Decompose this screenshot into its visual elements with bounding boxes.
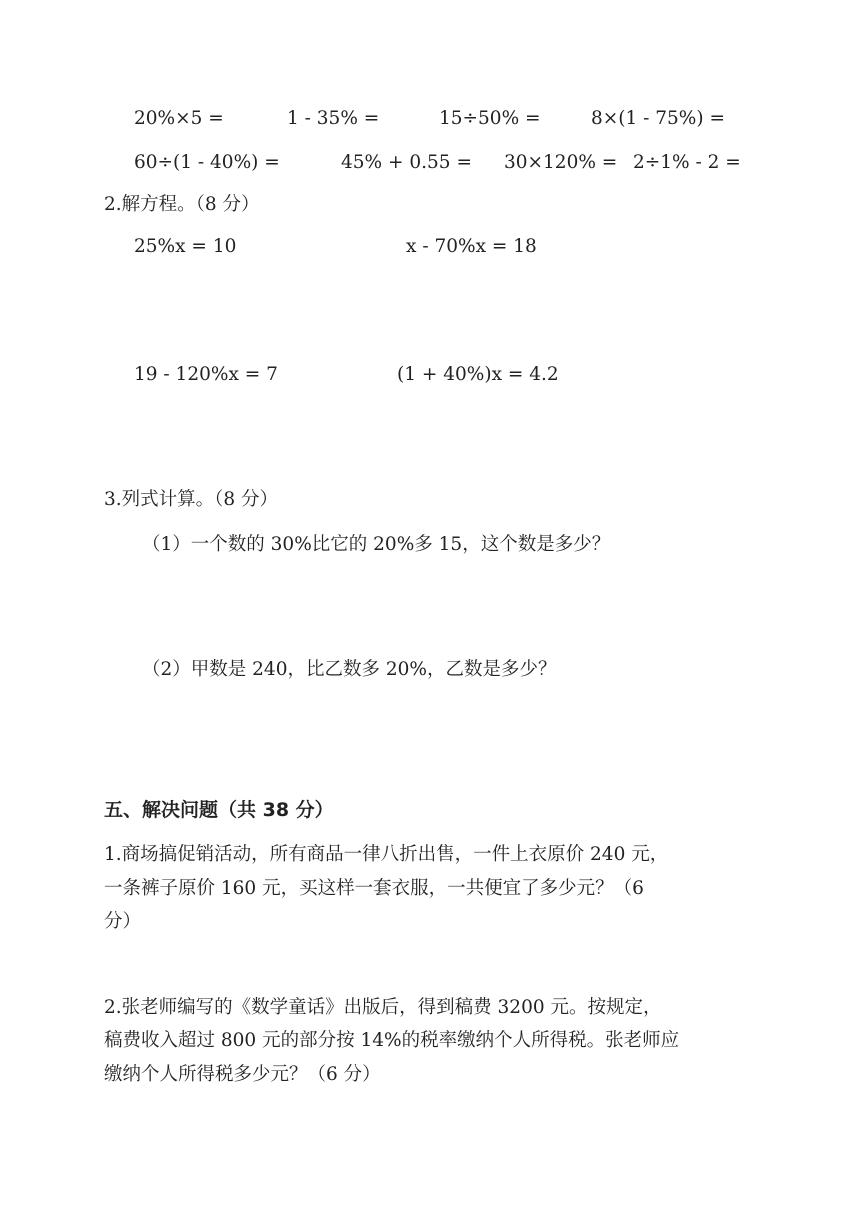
equation: x - 70%x = 18 [406,236,537,257]
problem-line: 2.张老师编写的《数学童话》出版后，得到稿费 3200 元。按规定， [104,997,662,1018]
problem-line: 稿费收入超过 800 元的部分按 14%的税率缴纳个人所得税。张老师应 [104,1030,680,1051]
calc-item: 2÷1% - 2 = [633,152,741,173]
equation: (1 + 40%)x = 4.2 [397,364,559,385]
calc-item: 15÷50% = [439,108,541,129]
q3-title: 3.列式计算。（8 分） [104,489,279,510]
q3-item: （1）一个数的 30%比它的 20%多 15，这个数是多少？ [142,534,611,555]
problem-line: 1.商场搞促销活动，所有商品一律八折出售，一件上衣原价 240 元， [104,844,669,865]
section-heading: 五、解决问题（共 38 分） [104,799,334,821]
equation: 19 - 120%x = 7 [134,364,278,385]
equation: 25%x = 10 [134,236,237,257]
calc-item: 45% + 0.55 = [341,152,472,173]
q2-title: 2.解方程。（8 分） [104,194,260,215]
calc-item: 8×(1 - 75%) = [591,108,725,129]
calc-item: 30×120% = [504,152,618,173]
q3-item: （2）甲数是 240，比乙数多 20%，乙数是多少？ [142,659,557,680]
calc-item: 20%×5 = [134,108,224,129]
problem-line: 一条裤子原价 160 元，买这样一套衣服，一共便宜了多少元？（6 [104,878,644,899]
calc-item: 60÷(1 - 40%) = [134,152,280,173]
problem-line: 缴纳个人所得税多少元？（6 分） [104,1064,381,1085]
problem-line: 分） [104,911,142,932]
calc-item: 1 - 35% = [287,108,380,129]
